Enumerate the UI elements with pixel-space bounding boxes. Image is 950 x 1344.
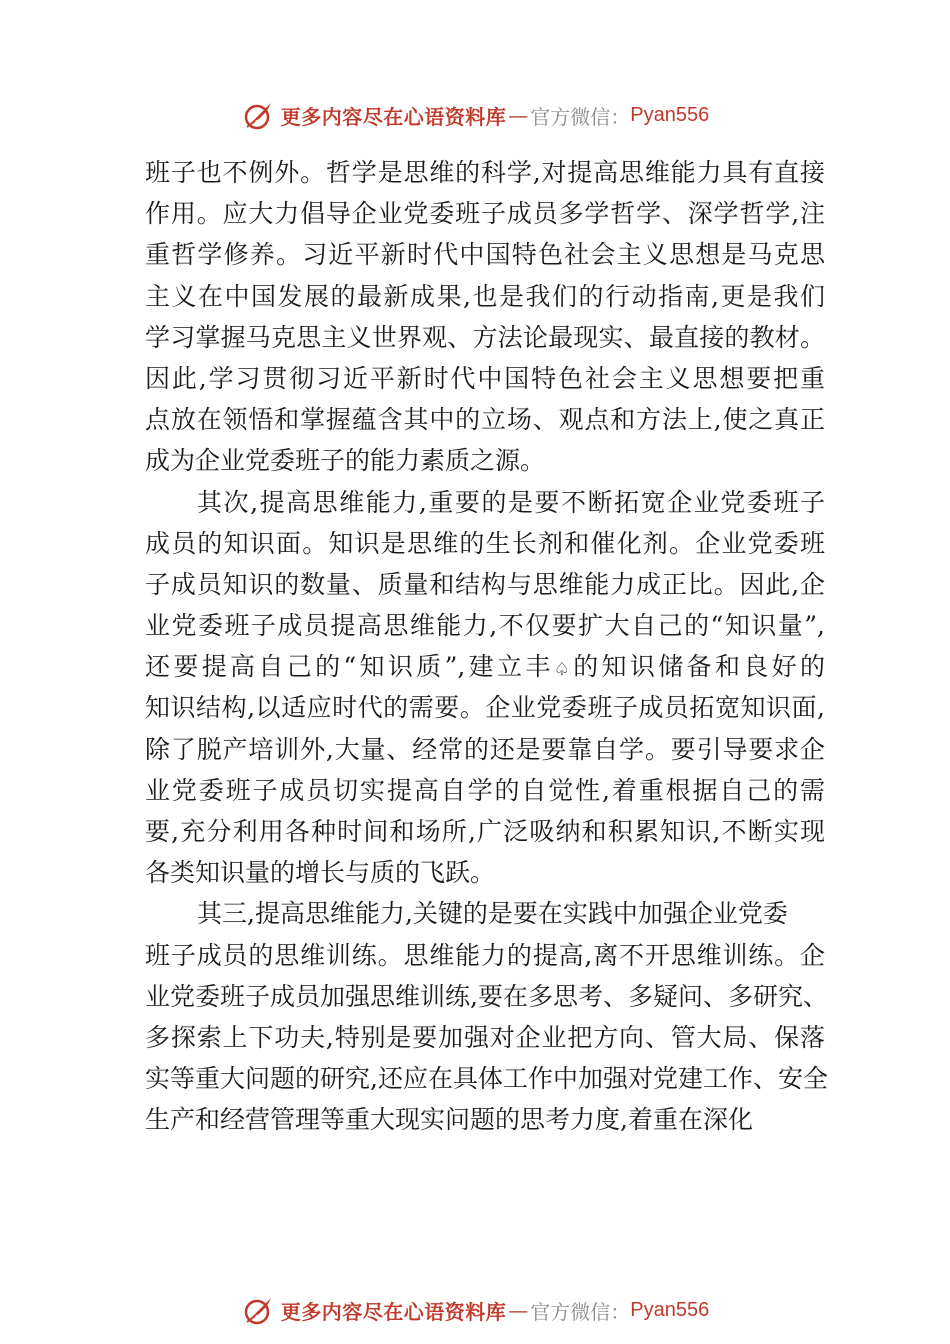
- text-line: 点放在领悟和掌握蕴含其中的立场、观点和方法上,使之真正: [145, 405, 825, 435]
- text-line: 除了脱产培训外,大量、经常的还是要靠自学。要引导要求企: [145, 734, 825, 764]
- missing-glyph: ♤: [553, 659, 574, 681]
- text-line: 知识结构,以适应时代的需要。企业党委班子成员拓宽知识面,: [145, 693, 825, 723]
- text-line: 子成员知识的数量、质量和结构与思维能力成正比。因此,企: [145, 569, 825, 599]
- text-line: 业党委班子成员切实提高自学的自觉性,着重根据自己的需: [145, 775, 825, 805]
- paragraph-first-line: 其三,提高思维能力,关键的是要在实践中加强企业党委: [197, 899, 788, 929]
- banner-title: 更多内容尽在心语资料库: [280, 1299, 507, 1324]
- text-segment: 的知识储备和良好的: [573, 652, 825, 682]
- wechat-id: Pyan556: [630, 1298, 710, 1321]
- text-segment: 还要提高自己的“知识质”,建立丰: [145, 652, 554, 682]
- quill-logo-icon: [241, 1292, 277, 1328]
- banner-dash: —: [508, 1298, 529, 1322]
- text-line: 学习掌握马克思主义世界观、方法论最现实、最直接的教材。: [145, 322, 825, 352]
- wechat-id: Pyan556: [630, 103, 710, 126]
- text-line: 要,充分利用各种时间和场所,广泛吸纳和积累知识,不断实现: [145, 817, 825, 846]
- footer-banner: [0, 1290, 950, 1330]
- wechat-label: 官方微信：: [530, 1299, 631, 1324]
- document-body: [145, 152, 828, 1141]
- header-banner: [0, 95, 950, 135]
- text-line: 实等重大问题的研究,还应在具体工作中加强对党建工作、安全: [145, 1064, 828, 1094]
- banner-dash: —: [508, 103, 529, 127]
- quill-logo-icon: [241, 97, 277, 133]
- text-line: 作用。应大力倡导企业党委班子成员多学哲学、深学哲学,注: [145, 199, 825, 229]
- text-line-with-glyph: [145, 646, 825, 687]
- paragraph-first-line: 其次,提高思维能力,重要的是要不断拓宽企业党委班子: [197, 487, 825, 517]
- text-line: 业党委班子成员加强思维训练,要在多思考、多疑问、多研究、: [145, 981, 828, 1011]
- text-line: 生产和经营管理等重大现实问题的思考力度,着重在深化: [145, 1105, 753, 1135]
- text-line: 各类知识量的增长与质的飞跃。: [145, 858, 496, 888]
- text-line: 业党委班子成员提高思维能力,不仅要扩大自己的“知识量”,: [145, 611, 825, 641]
- wechat-label: 官方微信：: [530, 104, 631, 129]
- text-line: 多探索上下功夫,特别是要加强对企业把方向、管大局、保落: [145, 1022, 825, 1052]
- banner-title: 更多内容尽在心语资料库: [280, 104, 507, 129]
- text-line: 成员的知识面。知识是思维的生长剂和催化剂。企业党委班: [145, 528, 825, 558]
- text-line: 班子成员的思维训练。思维能力的提高,离不开思维训练。企: [145, 940, 825, 970]
- text-line: 主义在中国发展的最新成果,也是我们的行动指南,更是我们: [145, 281, 825, 311]
- text-line: 班子也不例外。哲学是思维的科学,对提高思维能力具有直接: [145, 158, 825, 187]
- text-line: 重哲学修养。习近平新时代中国特色社会主义思想是马克思: [145, 240, 825, 270]
- text-line: 成为企业党委班子的能力素质之源。: [145, 446, 546, 476]
- text-line: 因此,学习贯彻习近平新时代中国特色社会主义思想要把重: [145, 363, 825, 393]
